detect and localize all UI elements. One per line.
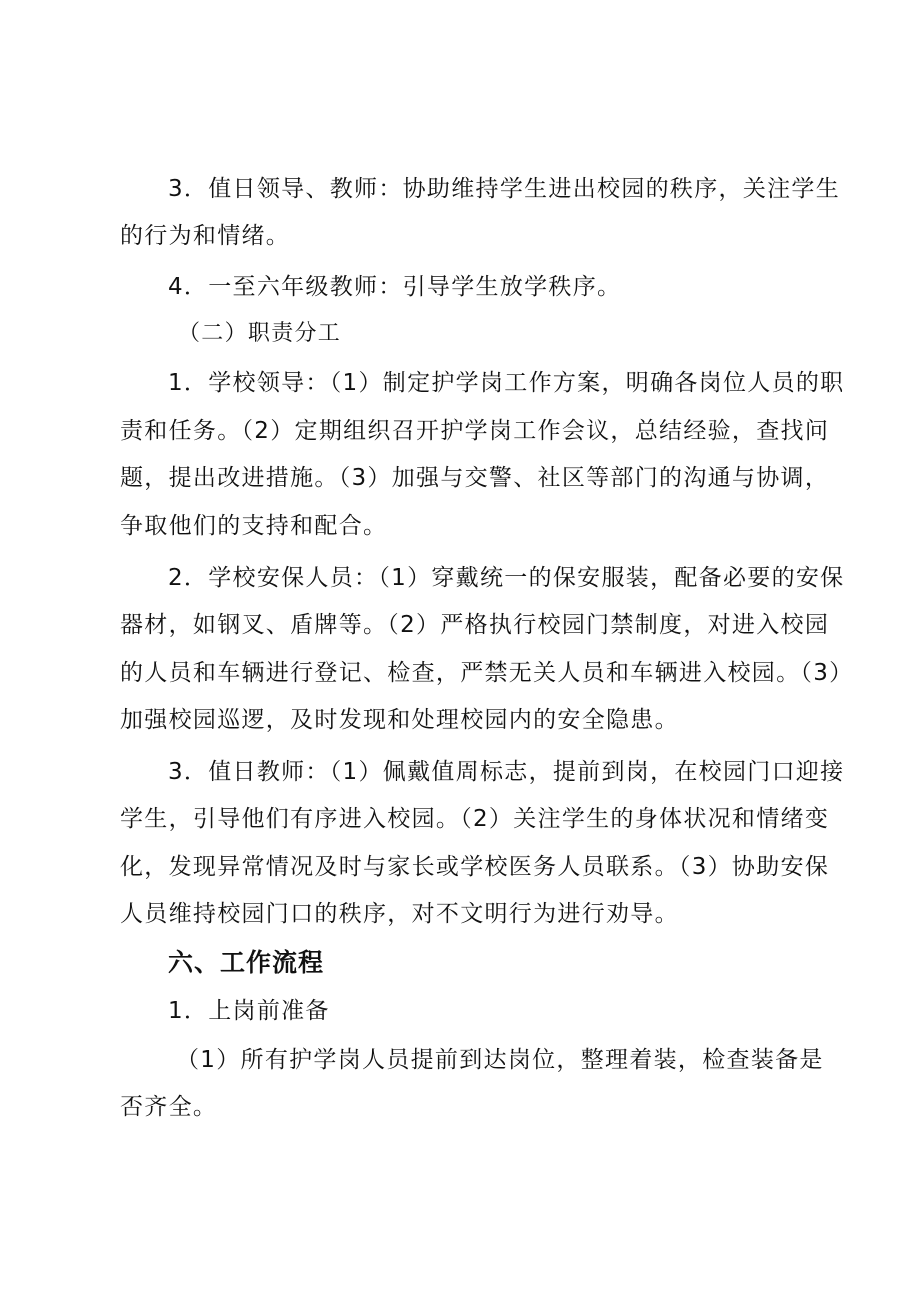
paragraph-line: 加强校园巡逻，及时发现和处理校园内的安全隐患。: [120, 707, 679, 733]
paragraph-line: 4．一至六年级教师：引导学生放学秩序。: [168, 274, 622, 300]
paragraph-line: 题，提出改进措施。（3）加强与交警、社区等部门的沟通与协调，: [120, 465, 830, 491]
paragraph-line: 责和任务。（2）定期组织召开护学岗工作会议，总结经验，查找问: [120, 418, 830, 444]
paragraph-line: （1）所有护学岗人员提前到达岗位，整理着装，检查装备是: [176, 1047, 824, 1073]
paragraph-line: 的人员和车辆进行登记、检查，严禁无关人员和车辆进入校园。（3）: [120, 660, 854, 686]
paragraph-line: 3．值日领导、教师：协助维持学生进出校园的秩序，关注学生: [168, 176, 841, 202]
paragraph-line: 争取他们的支持和配合。: [120, 513, 388, 539]
section-subheading: （二）职责分工: [178, 321, 342, 346]
section-heading: 六、工作流程: [168, 948, 325, 977]
paragraph-line: 人员维持校园门口的秩序，对不文明行为进行劝导。: [120, 901, 679, 927]
paragraph-line: 否齐全。: [120, 1094, 218, 1120]
paragraph-line: 1．学校领导：（1）制定护学岗工作方案，明确各岗位人员的职: [168, 370, 845, 396]
paragraph-line: 化，发现异常情况及时与家长或学校医务人员联系。（3）协助安保: [120, 854, 830, 880]
paragraph-line: 的行为和情绪。: [120, 223, 291, 249]
paragraph-line: 器材，如钢叉、盾牌等。（2）严格执行校园门禁制度，对进入校园: [120, 612, 830, 638]
paragraph-line: 学生，引导他们有序进入校园。（2）关注学生的身体状况和情绪变: [120, 806, 830, 832]
paragraph-line: 3．值日教师：（1）佩戴值周标志，提前到岗，在校园门口迎接: [168, 759, 845, 785]
paragraph-line: 1．上岗前准备: [168, 998, 330, 1024]
paragraph-line: 2．学校安保人员：（1）穿戴统一的保安服装，配备必要的安保: [168, 565, 845, 591]
